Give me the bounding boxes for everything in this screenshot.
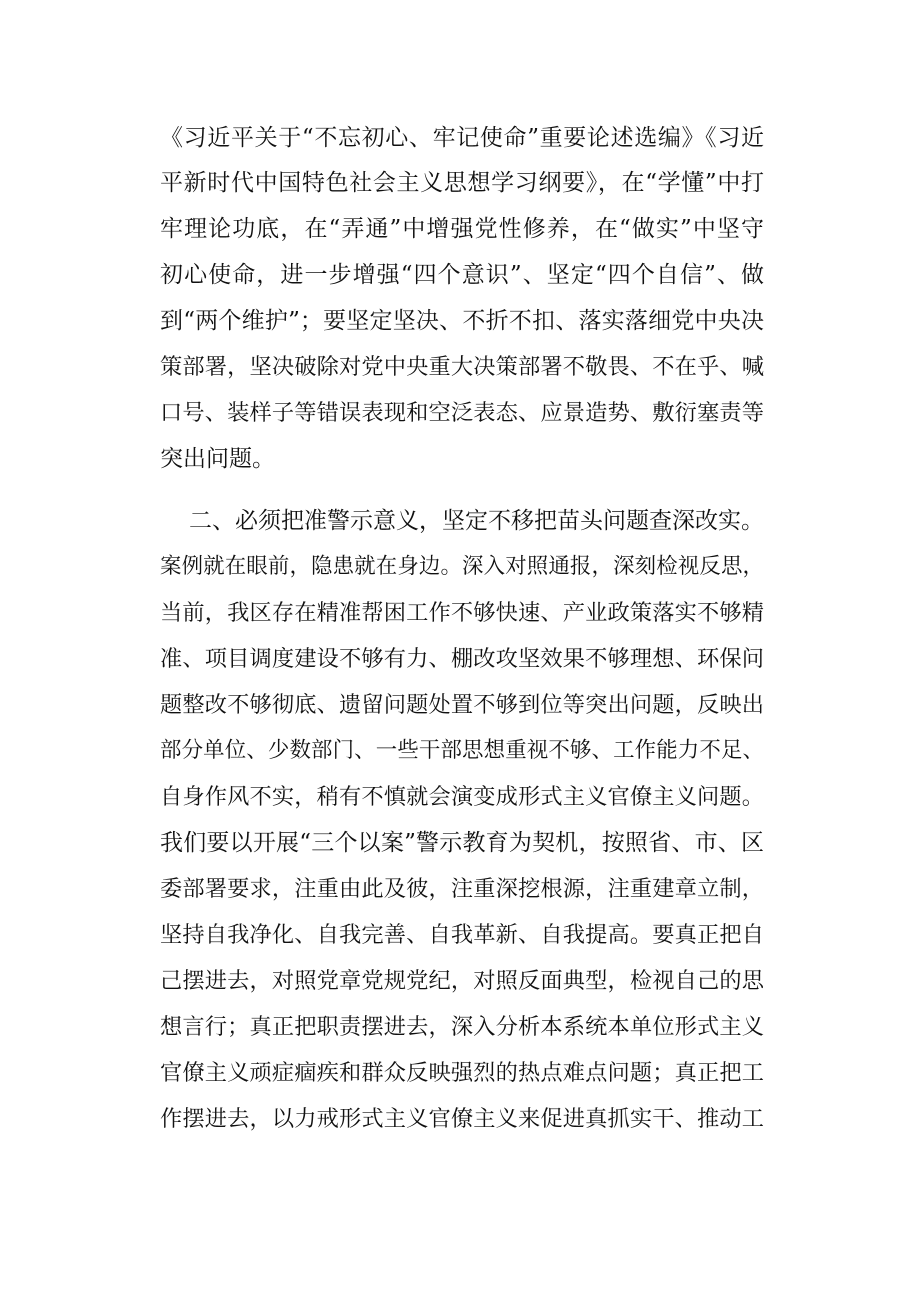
text-line: 策部署，坚决破除对党中央重大决策部署不敬畏、不在乎、喊: [160, 354, 764, 380]
text-line: 《习近平关于“不忘初心、牢记使命”重要论述选编》《习近: [160, 125, 764, 151]
text-line: 作摆进去，以力戒形式主义官僚主义来促进真抓实干、推动工: [160, 1106, 764, 1132]
text-line: 坚持自我净化、自我完善、自我革新、自我提高。要真正把自: [160, 922, 764, 948]
text-line: 突出问题。: [160, 446, 275, 472]
section-heading: 二、必须把准警示意义，坚定不移把苗头问题查深改实。: [189, 508, 764, 534]
text-line: 案例就在眼前，隐患就在身边。深入对照通报，深刻检视反思，: [160, 554, 764, 579]
text-line: 平新时代中国特色社会主义思想学习纲要》，在“学懂”中打: [160, 170, 764, 196]
text-line: 我们要以开展“三个以案”警示教育为契机，按照省、市、区: [160, 830, 764, 856]
text-line: 官僚主义顽症痼疾和群众反映强烈的热点难点问题；真正把工: [160, 1060, 764, 1086]
text-line: 准、项目调度建设不够有力、棚改攻坚效果不够理想、环保问: [160, 646, 764, 672]
text-line: 部分单位、少数部门、一些干部思想重视不够、工作能力不足、: [160, 738, 764, 763]
text-line: 题整改不够彻底、遗留问题处置不够到位等突出问题，反映出: [160, 692, 764, 718]
text-line: 牢理论功底，在“弄通”中增强党性修养，在“做实”中坚守: [160, 216, 764, 242]
text-line: 自身作风不实，稍有不慎就会演变成形式主义官僚主义问题。: [160, 784, 764, 810]
text-line: 想言行；真正把职责摆进去，深入分析本系统本单位形式主义: [160, 1014, 764, 1040]
text-line: 委部署要求，注重由此及彼，注重深挖根源，注重建章立制，: [160, 876, 764, 902]
text-line: 到“两个维护”；要坚定坚决、不折不扣、落实落细党中央决: [160, 308, 764, 334]
text-line: 口号、装样子等错误表现和空泛表态、应景造势、敷衍塞责等: [160, 400, 764, 426]
text-line: 当前，我区存在精准帮困工作不够快速、产业政策落实不够精: [160, 600, 764, 626]
text-line: 初心使命，进一步增强“四个意识”、坚定“四个自信”、做: [160, 262, 764, 288]
text-line: 己摆进去，对照党章党规党纪，对照反面典型，检视自己的思: [160, 968, 764, 994]
